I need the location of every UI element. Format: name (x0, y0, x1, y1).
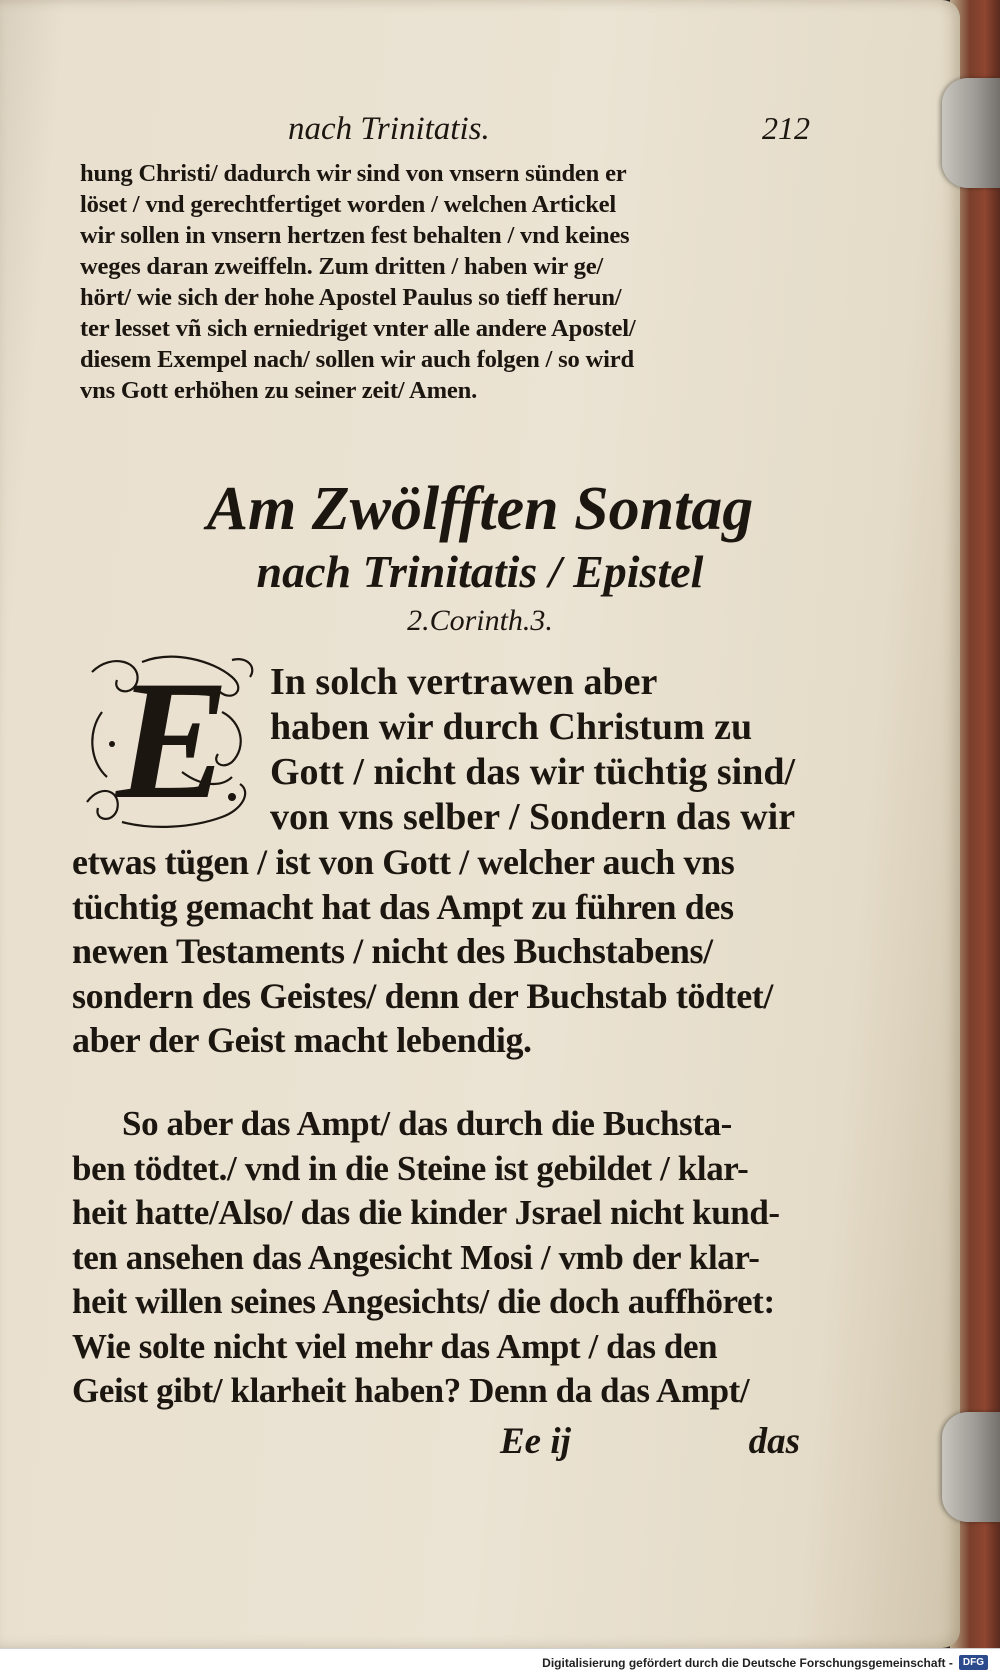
text-line: weges daran zweiffeln. Zum dritten / haben wir ge/ (80, 253, 604, 280)
dfg-logo: DFG (959, 1655, 988, 1670)
first-paragraph-continuation (72, 840, 797, 1063)
funding-credit: Digitalisierung gefördert durch die Deutsche Forschungsgemeinschaft - (542, 1655, 953, 1670)
page-number: 212 (762, 110, 810, 146)
text-line: aber der Geist macht lebendig. (72, 1020, 532, 1060)
book-clamp-top (942, 78, 1000, 188)
text-line: vns Gott erhöhen zu seiner zeit/ Amen. (80, 377, 478, 404)
text-line: ter lesset vñ sich erniedriget vnter alle andere Apostel/ (80, 315, 636, 342)
text-line: Gott / nicht das wir tüchtig sind/ (270, 751, 796, 793)
indented-text-block (270, 660, 795, 840)
initial-letter: E (116, 646, 230, 834)
text-line: Geist gibt/ klarheit haben? Denn da das Ampt/ (72, 1371, 750, 1410)
second-paragraph (72, 1102, 797, 1414)
text-line: heit willen seines Angesichts/ die doch auffhöret: (72, 1282, 775, 1321)
text-line: hung Christi/ dadurch wir sind von vnsern sünden er (80, 160, 627, 187)
text-line: tüchtig gemacht hat das Ampt zu führen des (72, 886, 734, 927)
catchword: das (748, 1421, 800, 1462)
text-line: heit hatte/Also/ das die kinder Jsrael nicht kund- (72, 1193, 780, 1232)
text-line: So aber das Ampt/ das durch die Buchsta- (122, 1104, 732, 1143)
text-line: In solch vertrawen aber (270, 661, 658, 703)
text-line: Wie solte nicht viel mehr das Ampt / das den (72, 1326, 718, 1366)
text-line: ten ansehen das Angesicht Mosi / vmb der klar- (72, 1237, 760, 1277)
running-header (80, 110, 810, 148)
decorated-initial (82, 646, 262, 834)
section-subheading: nach Trinitatis / Epistel (256, 546, 704, 597)
text-line: wir sollen in vnsern hertzen fest behalten / vnd keines (80, 222, 630, 249)
catchline (500, 1420, 800, 1463)
text-line: von vns selber / Sondern das wir (270, 796, 796, 838)
text-line: etwas tügen / ist von Gott / welcher auch vns (72, 842, 735, 882)
section-heading: Am Zwölfften Sontag (206, 475, 754, 543)
text-line: hört/ wie sich der hohe Apostel Paulus so tieff herun/ (80, 284, 622, 311)
book-clamp-bottom (942, 1412, 1000, 1522)
text-line: haben wir durch Christum zu (270, 706, 753, 748)
scripture-reference: 2.Corinth.3. (407, 604, 553, 637)
signature-mark: Ee ij (500, 1421, 571, 1462)
text-line: ben tödtet./ vnd in die Steine ist gebildet / klar- (72, 1148, 749, 1188)
continued-text-block (80, 158, 795, 406)
text-line: löset / vnd gerechtfertiget worden / welchen Artickel (80, 191, 617, 218)
text-line: newen Testaments / nicht des Buchstabens/ (72, 931, 713, 971)
digitization-footer (0, 1648, 1000, 1676)
text-line: diesem Exempel nach/ sollen wir auch folgen / so wird (80, 346, 634, 373)
text-line: sondern des Geistes/ denn der Buchstab tödtet/ (72, 975, 774, 1016)
running-title: nach Trinitatis. (288, 111, 490, 147)
